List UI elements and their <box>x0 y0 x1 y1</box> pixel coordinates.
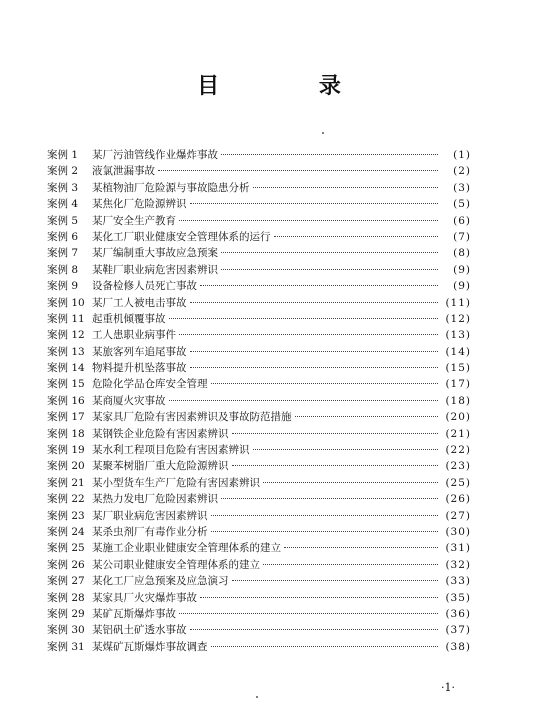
toc-entry[interactable] <box>47 163 471 179</box>
case-number: 案例 29 <box>47 607 85 620</box>
dot-leader <box>190 203 439 204</box>
case-title: 某焦化厂危险源辨识 <box>92 198 187 211</box>
dot-leader <box>221 154 438 155</box>
case-page-number: (25) <box>445 476 471 489</box>
case-page-number: (15) <box>445 362 471 375</box>
case-number: 案例 18 <box>47 427 85 440</box>
case-number: 案例 11 <box>47 312 85 325</box>
toc-entry[interactable] <box>47 180 471 196</box>
toc-entry[interactable] <box>47 360 471 376</box>
case-title: 工人患职业病事件 <box>92 329 176 342</box>
case-number: 案例 31 <box>47 640 85 653</box>
dot-leader <box>221 269 438 270</box>
dot-leader <box>263 482 438 483</box>
case-page-number: (35) <box>445 591 471 604</box>
dot-leader <box>190 629 439 630</box>
toc-entry[interactable] <box>47 475 471 491</box>
toc-entry[interactable] <box>47 426 471 442</box>
case-number: 案例 17 <box>47 411 85 424</box>
toc-entry[interactable] <box>47 311 471 327</box>
case-page-number: (32) <box>445 558 471 571</box>
case-title: 某钢铁企业危险有害因素辨识 <box>92 427 229 440</box>
scan-speck <box>322 132 324 134</box>
scan-speck <box>256 696 258 698</box>
case-page-number: (11) <box>445 296 471 309</box>
toc-entry[interactable] <box>47 639 471 655</box>
case-page-number: (30) <box>445 525 471 538</box>
case-page-number: (8) <box>453 247 471 260</box>
case-page-number: (13) <box>445 329 471 342</box>
case-title: 某鞋厂职业病危害因素辨识 <box>92 263 218 276</box>
page-number: ·1· <box>441 681 455 694</box>
dot-leader <box>200 285 438 286</box>
case-title: 某厂编制重大事故应急预案 <box>92 247 218 260</box>
case-page-number: (31) <box>445 542 471 555</box>
dot-leader <box>190 367 439 368</box>
case-title: 液氯泄漏事故 <box>92 165 155 178</box>
case-page-number: (18) <box>445 394 471 407</box>
case-title: 设备检修人员死亡事故 <box>92 280 197 293</box>
case-number: 案例 9 <box>47 280 79 293</box>
dot-leader <box>221 252 438 253</box>
case-number: 案例 4 <box>47 198 79 211</box>
case-page-number: (26) <box>445 493 471 506</box>
case-title: 某铝矾土矿透水事故 <box>92 624 187 637</box>
toc-entry[interactable] <box>47 278 471 294</box>
case-page-number: (36) <box>445 607 471 620</box>
dot-leader <box>263 564 438 565</box>
case-number: 案例 6 <box>47 230 79 243</box>
case-number: 案例 22 <box>47 493 85 506</box>
dot-leader <box>211 646 439 647</box>
case-number: 案例 21 <box>47 476 85 489</box>
case-title: 某厂职业病危害因素辨识 <box>92 509 208 522</box>
case-title: 某化工厂职业健康安全管理体系的运行 <box>92 230 271 243</box>
case-page-number: (23) <box>445 460 471 473</box>
case-title: 某小型货车生产厂危险有害因素辨识 <box>92 476 260 489</box>
case-page-number: (17) <box>445 378 471 391</box>
toc-entry[interactable] <box>47 327 471 343</box>
case-number: 案例 23 <box>47 509 85 522</box>
case-title: 某热力发电厂危险因素辨识 <box>92 493 218 506</box>
case-title: 某水利工程项目危险有害因素辨识 <box>92 444 250 457</box>
dot-leader <box>274 236 439 237</box>
case-number: 案例 28 <box>47 591 85 604</box>
case-title: 某矿瓦斯爆炸事故 <box>92 607 176 620</box>
case-title: 某厂污油管线作业爆炸事故 <box>92 149 218 161</box>
dot-leader <box>232 580 439 581</box>
case-title: 某植物油厂危险源与事故隐患分析 <box>92 181 250 194</box>
dot-leader <box>211 515 439 516</box>
dot-leader <box>179 613 438 614</box>
toc-entry[interactable] <box>47 196 471 212</box>
toc-entry[interactable] <box>47 622 471 638</box>
case-title: 危险化学品仓库安全管理 <box>92 378 208 391</box>
case-page-number: (12) <box>445 312 471 325</box>
toc-entry[interactable] <box>47 295 471 311</box>
dot-leader <box>253 187 439 188</box>
case-number: 案例 5 <box>47 214 79 227</box>
case-number: 案例 2 <box>47 165 79 178</box>
case-number: 案例 12 <box>47 329 85 342</box>
dot-leader <box>190 302 439 303</box>
toc-entry[interactable] <box>47 393 471 409</box>
toc-entry[interactable] <box>47 442 471 458</box>
case-number: 案例 19 <box>47 444 85 457</box>
case-number: 案例 25 <box>47 542 85 555</box>
case-title: 某厂安全生产教育 <box>92 214 176 227</box>
case-title: 某煤矿瓦斯爆炸事故调查 <box>92 640 208 653</box>
case-page-number: (20) <box>445 411 471 424</box>
toc-entry[interactable] <box>47 458 471 474</box>
toc-entry[interactable] <box>47 491 471 507</box>
case-number: 案例 20 <box>47 460 85 473</box>
toc-entry[interactable] <box>47 262 471 278</box>
case-title: 某商厦火灾事故 <box>92 394 166 407</box>
case-number: 案例 27 <box>47 575 85 588</box>
dot-leader <box>253 449 439 450</box>
case-page-number: (6) <box>453 214 471 227</box>
dot-leader <box>221 498 438 499</box>
case-title: 起重机倾覆事故 <box>92 312 166 325</box>
toc-entry[interactable] <box>47 524 471 540</box>
case-number: 案例 16 <box>47 394 85 407</box>
toc-entry[interactable] <box>47 245 471 261</box>
case-page-number: (7) <box>453 230 471 243</box>
case-number: 案例 15 <box>47 378 85 391</box>
case-page-number: (5) <box>453 198 471 211</box>
dot-leader <box>284 547 438 548</box>
case-page-number: (22) <box>445 444 471 457</box>
case-page-number: (2) <box>453 165 471 178</box>
case-title: 某杀虫剂厂有毒作业分析 <box>92 525 208 538</box>
case-page-number: (1) <box>453 149 471 161</box>
case-page-number: (21) <box>445 427 471 440</box>
case-page-number: (9) <box>453 263 471 276</box>
toc-entry[interactable] <box>47 573 471 589</box>
case-number: 案例 1 <box>47 149 79 161</box>
toc-entry[interactable] <box>47 229 471 245</box>
case-number: 案例 24 <box>47 525 85 538</box>
case-number: 案例 14 <box>47 362 85 375</box>
toc-entry[interactable] <box>47 508 471 524</box>
dot-leader <box>169 318 439 319</box>
case-number: 案例 8 <box>47 263 79 276</box>
dot-leader <box>179 334 438 335</box>
dot-leader <box>211 531 439 532</box>
dot-leader <box>295 416 439 417</box>
case-title: 某家具厂火灾爆炸事故 <box>92 591 197 604</box>
toc-list <box>47 147 471 655</box>
case-title: 某公司职业健康安全管理体系的建立 <box>92 558 260 571</box>
case-title: 某厂工人被电击事故 <box>92 296 187 309</box>
case-page-number: (14) <box>445 345 471 358</box>
page-title: 目 录 <box>197 73 387 99</box>
case-number: 案例 3 <box>47 181 79 194</box>
case-number: 案例 13 <box>47 345 85 358</box>
dot-leader <box>211 383 439 384</box>
case-title: 某施工企业职业健康安全管理体系的建立 <box>92 542 281 555</box>
dot-leader <box>232 433 439 434</box>
dot-leader <box>190 351 439 352</box>
toc-entry[interactable] <box>47 606 471 622</box>
dot-leader <box>232 465 439 466</box>
case-page-number: (3) <box>453 181 471 194</box>
toc-entry[interactable] <box>47 344 471 360</box>
case-page-number: (9) <box>453 280 471 293</box>
case-title: 某旅客列车追尾事故 <box>92 345 187 358</box>
dot-leader <box>179 220 438 221</box>
toc-entry[interactable] <box>47 147 471 163</box>
toc-entry[interactable] <box>47 213 471 229</box>
case-number: 案例 10 <box>47 296 85 309</box>
case-number: 案例 26 <box>47 558 85 571</box>
dot-leader <box>169 400 439 401</box>
case-title: 物料提升机坠落事故 <box>92 362 187 375</box>
dot-leader <box>158 170 438 171</box>
case-title: 某聚苯树脂厂重大危险源辨识 <box>92 460 229 473</box>
case-page-number: (38) <box>445 640 471 653</box>
toc-entry[interactable] <box>47 409 471 425</box>
case-page-number: (37) <box>445 624 471 637</box>
toc-entry[interactable] <box>47 376 471 392</box>
case-number: 案例 7 <box>47 247 79 260</box>
toc-entry[interactable] <box>47 590 471 606</box>
case-title: 某化工厂应急预案及应急演习 <box>92 575 229 588</box>
toc-entry[interactable] <box>47 540 471 556</box>
case-page-number: (27) <box>445 509 471 522</box>
toc-entry[interactable] <box>47 557 471 573</box>
dot-leader <box>200 597 438 598</box>
case-title: 某家具厂危险有害因素辨识及事故防范措施 <box>92 411 292 424</box>
case-number: 案例 30 <box>47 624 85 637</box>
case-page-number: (33) <box>445 575 471 588</box>
